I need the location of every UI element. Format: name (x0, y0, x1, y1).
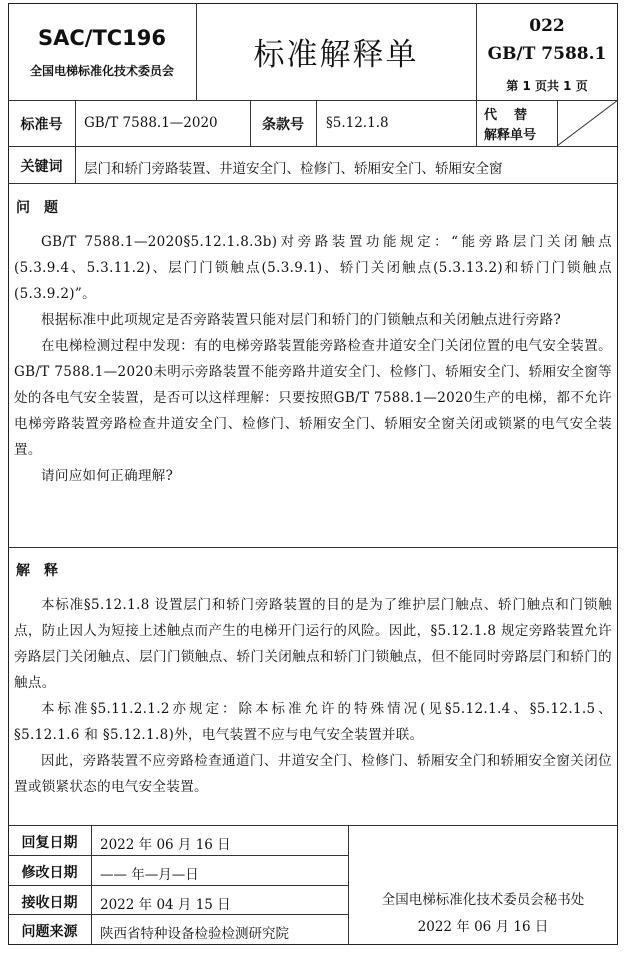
question-paragraph: 根据标准中此项规定是否旁路装置只能对层门和轿门的门锁触点和关闭触点进行旁路? (41, 312, 562, 328)
info-bottom-line (8, 146, 618, 147)
question-body (14, 229, 612, 489)
page-title: 标准解释单 (253, 37, 419, 73)
source-label: 问题来源 (21, 924, 78, 940)
question-paragraph: 请问应如何正确理解? (41, 468, 174, 484)
source-value: 陕西省特种设备检验检测研究院 (100, 926, 289, 942)
question-paragraph: 在电梯检测过程中发现：有的电梯旁路装置能旁路检查井道安全门关闭位置的电气安全装置。GB/T 7588.1—2020未明示旁路装置不能旁路井道安全门、检修门、轿厢安全门、轿厢安全窗等处的各电气安全装置，是否可以这样理解：只要按照GB/T 7588.1—2020生产的电梯，都不允许电梯旁路装置旁路检查井道安全门、检修门、轿厢安全门、轿厢安全窗关闭或锁紧的电气安全装置。 (14, 338, 612, 458)
issuer-name: 全国电梯标准化技术委员会秘书处 (381, 892, 585, 908)
footer-row-line (8, 885, 348, 886)
keywords-bottom-line (8, 183, 618, 184)
doc-number: 022 (529, 16, 565, 36)
clause-value: §5.12.1.8 (326, 115, 389, 131)
info-divider-4 (476, 100, 477, 146)
std-number-value: GB/T 7588.1—2020 (84, 115, 218, 131)
modify-date-value: —— 年—月—日 (100, 867, 199, 883)
receive-date-label: 接收日期 (21, 895, 78, 911)
explanation-paragraph: 本标准§5.11.2.1.2亦规定：除本标准允许的特殊情况(见§5.12.1.4、§5.12.1.5、§5.12.1.6 和 §5.12.1.8)外，电气装置不应与电气安全装置并联。 (14, 701, 612, 743)
explanation-bottom-line (8, 825, 618, 826)
keywords-divider (75, 146, 76, 183)
keywords-label: 关键词 (20, 159, 63, 175)
page-info: 第 1 页共 1 页 (506, 79, 588, 93)
info-divider-3 (316, 100, 317, 146)
org-name: 全国电梯标准化技术委员会 (29, 64, 174, 78)
header-bottom-line (8, 100, 618, 101)
reply-date-label: 回复日期 (21, 835, 78, 851)
replace-label-line1: 代 替 (484, 108, 530, 123)
footer-row-line (8, 914, 348, 915)
footer-row-line (8, 855, 348, 856)
question-heading: 问 题 (16, 200, 58, 216)
clause-label: 条款号 (262, 117, 304, 133)
receive-date-value: 2022 年 04 月 15 日 (100, 897, 231, 913)
std-number-label: 标准号 (20, 117, 63, 133)
question-paragraph: GB/T 7588.1—2020§5.12.1.8.3b)对旁路装置功能规定：“能旁路层门关闭触点(5.3.9.4、5.3.11.2)、层门门锁触点(5.3.9.1)、轿门关闭触点(5.3.13.2)和轿门门锁触点(5.3.9.2)”。 (14, 234, 612, 302)
std-reference: GB/T 7588.1 (487, 44, 607, 64)
reply-date-value: 2022 年 06 月 16 日 (100, 837, 231, 853)
org-code: SAC/TC196 (37, 26, 167, 50)
explanation-paragraph: 本标准§5.12.1.8 设置层门和轿门旁路装置的目的是为了维护层门触点、轿门触点和门锁触点，防止因人为短接上述触点而产生的电梯开门运行的风险。因此，§5.12.1.8 规定旁路装置允许旁路层门关闭触点、层门门锁触点、轿门关闭触点和轿门门锁触点，但不能同时旁路层门和轿门的触点。 (14, 597, 612, 691)
question-bottom-line (8, 547, 618, 548)
replace-label-line2: 解释单号 (484, 128, 537, 143)
explanation-paragraph: 因此，旁路装置不应旁路检查通道门、井道安全门、检修门、轿厢安全门和轿厢安全窗关闭位置或锁紧状态的电气安全装置。 (14, 753, 612, 795)
empty-cell-diagonal (557, 100, 618, 146)
explanation-heading: 解 释 (16, 563, 58, 579)
modify-date-label: 修改日期 (21, 865, 78, 881)
info-divider-1 (75, 100, 76, 146)
issue-date: 2022 年 06 月 16 日 (417, 919, 549, 935)
keywords-value: 层门和轿门旁路装置、井道安全门、检修门、轿厢安全门、轿厢安全窗 (84, 161, 503, 177)
explanation-body (14, 592, 612, 800)
